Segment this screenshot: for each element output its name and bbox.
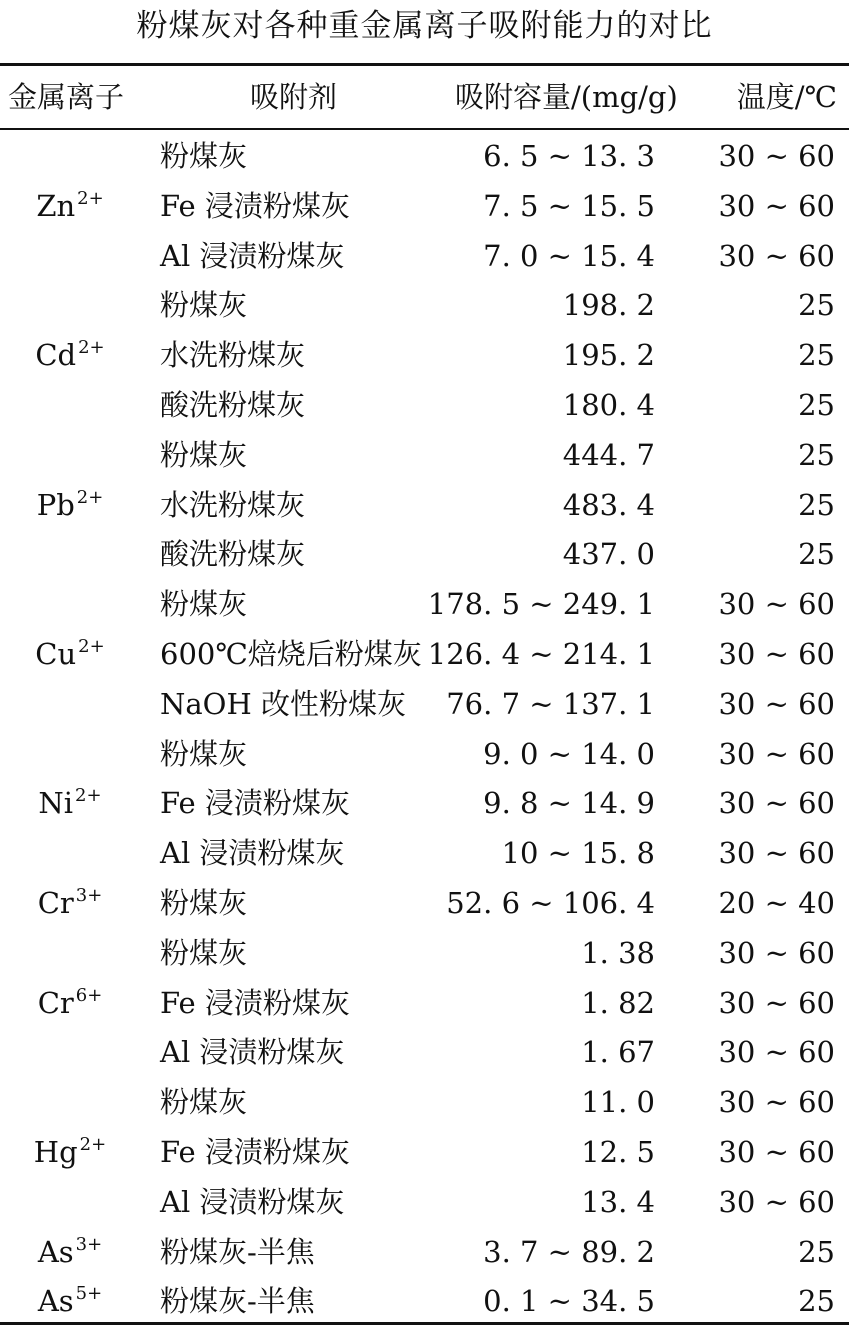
adsorbent-cell: 粉煤灰 [160, 587, 248, 622]
capacity-cell: 7. 0 ~ 15. 4 [483, 238, 655, 273]
capacity-cell: 126. 4 ~ 214. 1 [427, 636, 655, 671]
capacity-cell: 3. 7 ~ 89. 2 [483, 1234, 655, 1269]
metal-ion-label [0, 630, 140, 680]
ion-charge: 5+ [75, 1283, 103, 1305]
adsorbent-cell: 粉煤灰 [160, 935, 248, 970]
capacity-cell: 52. 6 ~ 106. 4 [446, 885, 655, 920]
temperature-cell: 25 [798, 1284, 835, 1319]
capacity-cell: 483. 4 [562, 487, 655, 522]
adsorbent-cell: 粉煤灰-半焦 [160, 1234, 315, 1269]
adsorbent-cell: Al 浸渍粉煤灰 [160, 238, 345, 273]
bottom-rule [0, 1322, 849, 1325]
temperature-cell: 30 ~ 60 [718, 1184, 835, 1219]
header-adsorption-capacity: 吸附容量/(mg/g) [455, 80, 678, 114]
header-temperature: 温度/℃ [736, 80, 837, 114]
table-row [0, 381, 849, 431]
table-row [0, 1128, 849, 1178]
ion-charge: 2+ [75, 785, 102, 807]
ion-symbol: Cd [35, 338, 77, 373]
table-row [0, 630, 849, 680]
temperature-cell: 30 ~ 60 [718, 786, 835, 821]
ion-charge: 2+ [78, 337, 105, 359]
adsorbent-cell: 水洗粉煤灰 [160, 487, 306, 522]
adsorbent-cell: 粉煤灰 [160, 288, 248, 323]
metal-ion-label [0, 779, 140, 829]
capacity-cell: 7. 5 ~ 15. 5 [483, 188, 655, 223]
temperature-cell: 20 ~ 40 [718, 885, 835, 920]
metal-ion-label [0, 1128, 140, 1178]
ion-charge: 3+ [75, 884, 103, 906]
temperature-cell: 30 ~ 60 [718, 686, 835, 721]
ion-symbol: Hg [33, 1134, 78, 1169]
table-body [0, 132, 849, 1327]
adsorbent-cell: NaOH 改性粉煤灰 [160, 686, 406, 721]
ion-charge: 3+ [75, 1233, 103, 1255]
temperature-cell: 30 ~ 60 [718, 1085, 835, 1120]
capacity-cell: 195. 2 [562, 338, 655, 373]
temperature-cell: 25 [798, 387, 835, 422]
temperature-cell: 30 ~ 60 [718, 985, 835, 1020]
temperature-cell: 30 ~ 60 [718, 935, 835, 970]
temperature-cell: 30 ~ 60 [718, 1134, 835, 1169]
table-row [0, 481, 849, 531]
table-row [0, 331, 849, 381]
adsorbent-cell: 粉煤灰 [160, 139, 248, 173]
metal-ion-label [0, 879, 140, 929]
adsorbent-cell: Fe 浸渍粉煤灰 [160, 188, 350, 223]
table-row [0, 431, 849, 481]
table-row [0, 979, 849, 1029]
adsorbent-cell: Al 浸渍粉煤灰 [160, 1184, 345, 1219]
table-row [0, 1078, 849, 1128]
ion-symbol: Pb [36, 487, 75, 522]
adsorbent-cell: Fe 浸渍粉煤灰 [160, 985, 350, 1020]
capacity-cell: 10 ~ 15. 8 [501, 836, 655, 871]
table-title: 粉煤灰对各种重金属离子吸附能力的对比 [136, 8, 713, 44]
table-row [0, 232, 849, 282]
temperature-cell: 25 [798, 487, 835, 522]
table-row [0, 680, 849, 730]
metal-ion-label [0, 1228, 140, 1278]
temperature-cell: 30 ~ 60 [718, 636, 835, 671]
table-row [0, 281, 849, 331]
adsorbent-cell: Fe 浸渍粉煤灰 [160, 1134, 350, 1169]
ion-charge: 2+ [78, 635, 105, 657]
temperature-cell: 25 [798, 437, 835, 472]
table-row [0, 580, 849, 630]
metal-ion-label [0, 1277, 140, 1327]
temperature-cell: 25 [798, 338, 835, 373]
adsorbent-cell: 粉煤灰 [160, 437, 248, 472]
capacity-cell: 9. 8 ~ 14. 9 [483, 786, 655, 821]
capacity-cell: 180. 4 [562, 387, 655, 422]
table-row [0, 1178, 849, 1228]
header-metal-ion: 金属离子 [8, 80, 125, 114]
temperature-cell: 25 [798, 1234, 835, 1269]
ion-symbol: Ni [38, 786, 74, 821]
header-adsorbent: 吸附剂 [250, 80, 338, 114]
adsorbent-cell: 粉煤灰 [160, 1085, 248, 1120]
metal-ion-label [0, 979, 140, 1029]
ion-charge: 2+ [79, 1133, 107, 1155]
temperature-cell: 30 ~ 60 [718, 139, 835, 173]
capacity-cell: 0. 1 ~ 34. 5 [483, 1284, 655, 1319]
table-row [0, 530, 849, 580]
ion-symbol: As [37, 1234, 74, 1269]
table-row [0, 829, 849, 879]
temperature-cell: 30 ~ 60 [718, 1035, 835, 1070]
capacity-cell: 437. 0 [562, 537, 655, 572]
adsorbent-cell: Al 浸渍粉煤灰 [160, 1035, 345, 1070]
ion-charge: 2+ [77, 187, 104, 209]
adsorbent-cell: 酸洗粉煤灰 [160, 387, 306, 422]
capacity-cell: 13. 4 [581, 1184, 655, 1219]
adsorbent-cell: Al 浸渍粉煤灰 [160, 836, 345, 871]
table-row [0, 132, 849, 182]
table-row [0, 879, 849, 929]
table-row [0, 779, 849, 829]
adsorbent-cell: 酸洗粉煤灰 [160, 537, 306, 572]
header-rule [0, 128, 849, 130]
ion-symbol: As [37, 1284, 74, 1319]
temperature-cell: 30 ~ 60 [718, 836, 835, 871]
table-row [0, 1277, 849, 1327]
temperature-cell: 25 [798, 288, 835, 323]
top-rule [0, 63, 849, 66]
table-row [0, 1028, 849, 1078]
capacity-cell: 11. 0 [581, 1085, 655, 1120]
temperature-cell: 30 ~ 60 [718, 736, 835, 771]
capacity-cell: 444. 7 [562, 437, 655, 472]
temperature-cell: 30 ~ 60 [718, 188, 835, 223]
table-row [0, 1228, 849, 1278]
capacity-cell: 12. 5 [581, 1134, 655, 1169]
capacity-cell: 178. 5 ~ 249. 1 [427, 587, 655, 622]
table-row [0, 929, 849, 979]
capacity-cell: 76. 7 ~ 137. 1 [446, 686, 655, 721]
capacity-cell: 1. 82 [581, 985, 655, 1020]
capacity-cell: 1. 67 [581, 1035, 655, 1070]
capacity-cell: 1. 38 [581, 935, 655, 970]
capacity-cell: 198. 2 [562, 288, 655, 323]
metal-ion-label [0, 331, 140, 381]
metal-ion-label [0, 481, 140, 531]
metal-ion-label [0, 182, 140, 232]
ion-symbol: Zn [36, 188, 76, 223]
temperature-cell: 25 [798, 537, 835, 572]
adsorbent-cell: 粉煤灰 [160, 885, 248, 920]
adsorbent-cell: 粉煤灰 [160, 736, 248, 771]
ion-charge: 2+ [76, 486, 104, 508]
temperature-cell: 30 ~ 60 [718, 238, 835, 273]
adsorbent-cell: Fe 浸渍粉煤灰 [160, 786, 350, 821]
ion-symbol: Cr [37, 885, 74, 920]
adsorbent-cell: 水洗粉煤灰 [160, 338, 306, 373]
ion-symbol: Cr [37, 985, 74, 1020]
adsorbent-cell: 粉煤灰-半焦 [160, 1284, 315, 1319]
adsorbent-cell: 600℃焙烧后粉煤灰 [160, 636, 422, 671]
ion-symbol: Cu [35, 636, 77, 671]
ion-charge: 6+ [75, 984, 103, 1006]
table-row [0, 182, 849, 232]
capacity-cell: 6. 5 ~ 13. 3 [483, 139, 655, 173]
table-row [0, 730, 849, 780]
temperature-cell: 30 ~ 60 [718, 587, 835, 622]
capacity-cell: 9. 0 ~ 14. 0 [483, 736, 655, 771]
